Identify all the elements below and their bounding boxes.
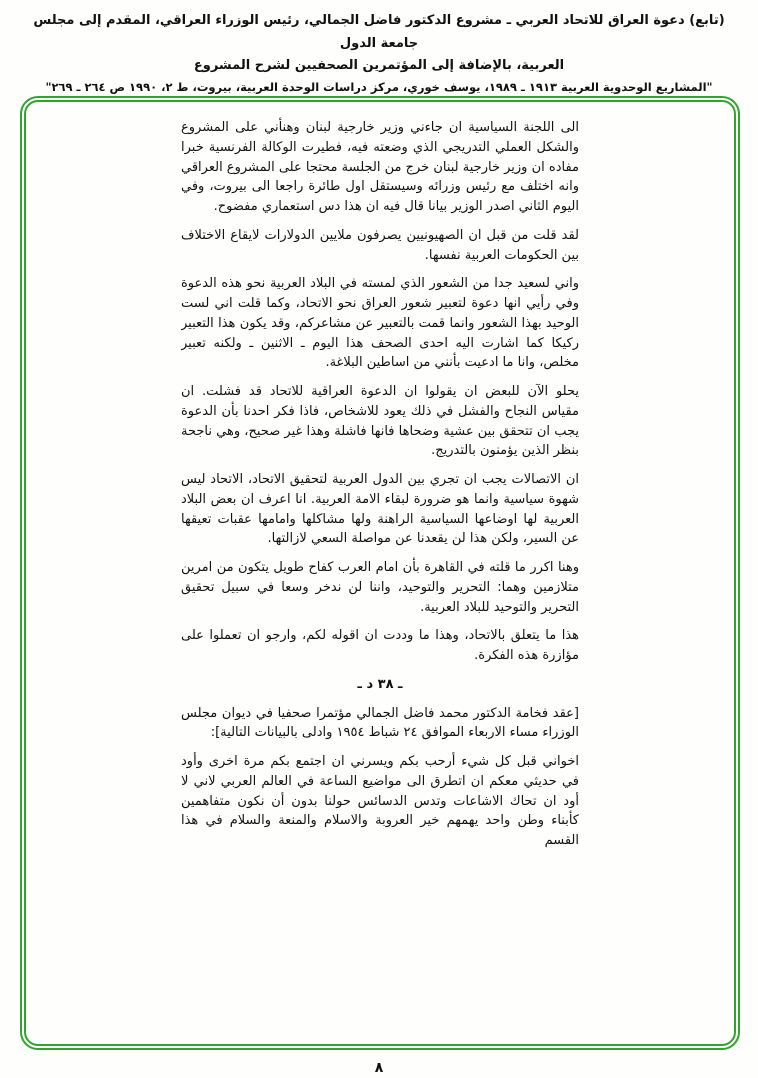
- document-header: [0, 0, 758, 99]
- paragraph: لقد قلت من قبل ان الصهيونيين يصرفون ملايين الدولارات لايقاع الاختلاف بين الحكومات العربية نفسها.: [181, 227, 579, 263]
- section-marker: ـ ٣٨ د ـ: [357, 676, 403, 692]
- paragraph: اخواني قبل كل شيء أرحب بكم ويسرني ان اجتمع بكم مرة اخرى وأود في حديثي معكم ان اتطرق الى مواضيع الساعة في العالم العربي لاني لا أود ان تحاك الاشاعات وتدس الدسائس حولنا بدون أن نكون متفاهمين كأبناء وطن واحد يهمهم خير العروبة والاسلام والمنعة والسلام في هذا القسم: [181, 754, 579, 848]
- paragraph: يحلو الآن للبعض ان يقولوا ان الدعوة العراقية للاتحاد قد فشلت. ان مقياس النجاح والفشل في ذلك يعود للاشخاص، فاذا فكر احدنا بأن الدعوة يجب ان تتحقق بين عشية وضحاها فانها فاشلة وهذا غير صحيح، وهي ناجحة بنظر الذين يؤمنون بالتدريج.: [181, 384, 579, 459]
- paragraph: هذا ما يتعلق بالاتحاد، وهذا ما وددت ان اقوله لكم، وارجو ان تعملوا على مؤازرة هذه الفكرة.: [181, 628, 579, 663]
- page-footer: [0, 1057, 758, 1076]
- header-source-citation: "المشاريع الوحدوية العربية ١٩١٣ ـ ١٩٨٩، يوسف خوري، مركز دراسات الوحدة العربية، بيروت، ط ٢، ١٩٩٠ ص ٢٦٤ ـ ٢٦٩": [45, 79, 713, 94]
- page-number: ٨: [374, 1060, 384, 1076]
- paragraph: ان الاتصالات يجب ان تجري بين الدول العربية لتحقيق الاتحاد، الاتحاد ليس شهوة سياسية وانما هو ضرورة لبقاء الامة العربية. انا اعرف ان بعض البلاد العربية لها اوضاعها السياسية الراهنة ولها مشاكلها وامامها عقبات تعيقها عن السير، ولكن هذا لن يقعدنا عن مواصلة السعي لازالتها.: [181, 472, 579, 547]
- body-text-column: [181, 102, 579, 1044]
- paragraph: الى اللجنة السياسية ان جاءني وزير خارجية لبنان وهنأني على المشروع والشكل العملي التدريجي الذي وضعته فيه، فطيرت الوكالة الفرنسية خبرا مفاده ان وزير خارجية لبنان خرج من الجلسة محتجا على المشروع العراقي وانه اختلف مع رئيس وزرائه وسيستقل اول طائرة راجعا الى بيروت، وفي اليوم الثاني اصدر الوزير بيانا قال فيه ان هذا دس استعماري مفضوح.: [181, 120, 579, 214]
- paragraph-group-second: [181, 704, 579, 851]
- paragraph: وهنا اكرر ما قلته في القاهرة بأن امام العرب كفاح طويل يتكون من امرين متلازمين وهما: التحرير والتوحيد، واننا لن ندخر وسعا في سبيل تحقيق التحرير والتوحيد للبلاد العربية.: [181, 560, 579, 615]
- green-border-frame: [20, 96, 740, 1050]
- header-title-line2: العربية، بالإضافة إلى المؤتمرين الصحفيين لشرح المشروع: [193, 57, 565, 73]
- header-title-line1: (تابع) دعوة العراق للاتحاد العربي ـ مشروع الدكتور فاضل الجمالي، رئيس الوزراء العراقي، المقدم إلى مجلس جامعة الدول: [33, 13, 725, 51]
- paragraph: [عقد فخامة الدكتور محمد فاضل الجمالي مؤتمرا صحفيا في ديوان مجلس الوزراء مساء الاربعاء الموافق ٢٤ شباط ١٩٥٤ وادلى بالبيانات التالية]:: [181, 705, 579, 741]
- paragraph: واني لسعيد جدا من الشعور الذي لمسته في البلاد العربية نحو هذه الدعوة وفي رأيي انها دعوة لتعبير شعور العراق نحو الاتحاد، وكما قلت اني لست الوحيد بهذا الشعور وانما قمت بالتعبير عن مشاعركم، وقد يكون هذا التعبير ركيكا كما اشارت اليه احدى الصحف هذا اليوم ـ الاثنين ـ ولكنه تعبير مخلص، وانا ما ادعيت بأنني من اساطين البلاغة.: [181, 276, 579, 371]
- paragraph-group-first: [181, 118, 579, 666]
